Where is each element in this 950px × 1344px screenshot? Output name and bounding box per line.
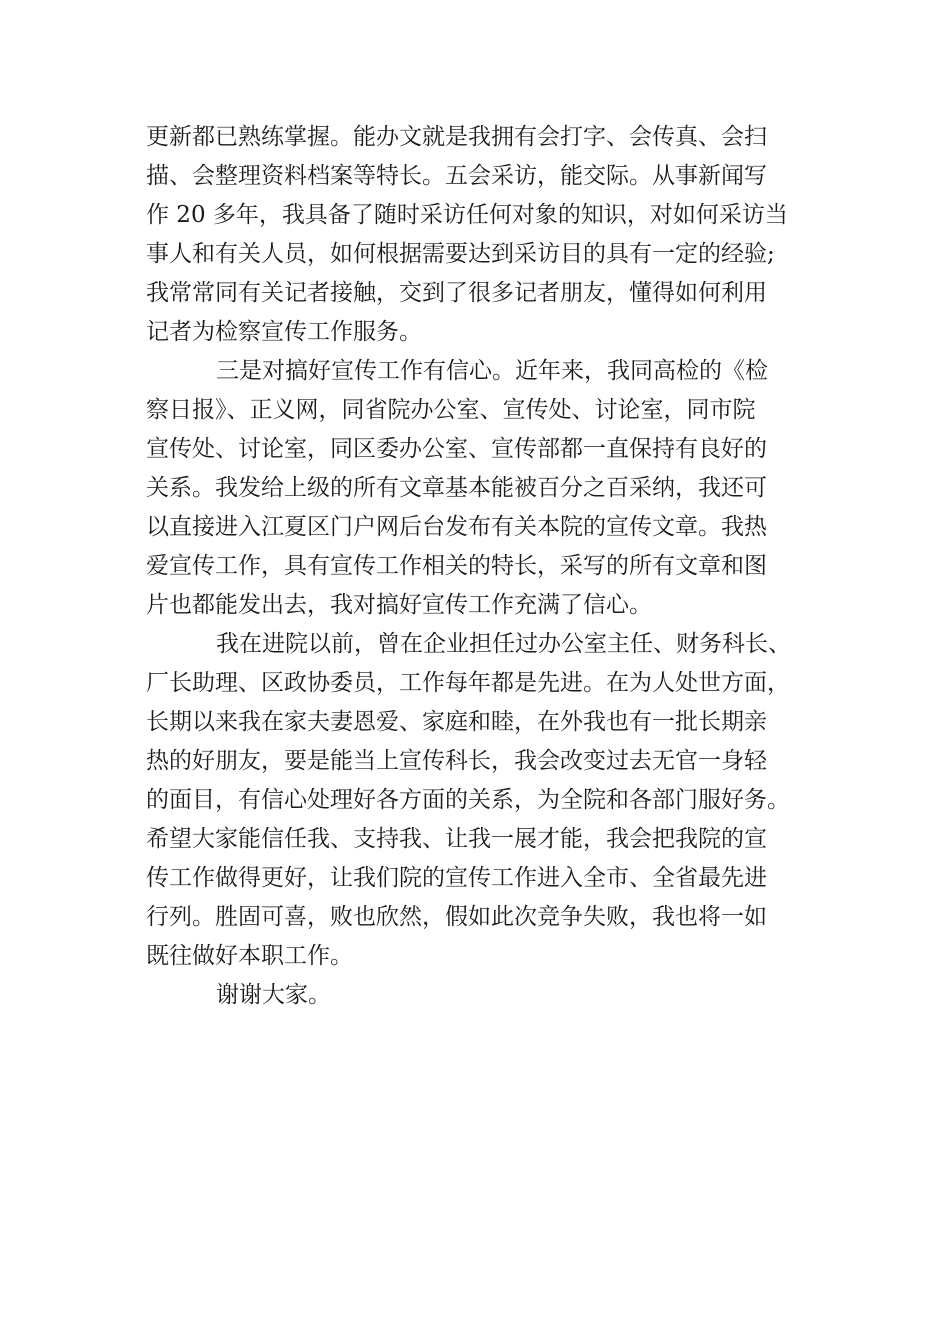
text-line: 厂长助理、区政协委员，工作每年都是先进。在为人处世方面， bbox=[146, 670, 790, 696]
text-line: 的面目，有信心处理好各方面的关系，为全院和各部门服好务。 bbox=[146, 787, 790, 813]
text-line: 爱宣传工作，具有宣传工作相关的特长，采写的所有文章和图 bbox=[146, 553, 767, 579]
text-line: 传工作做得更好，让我们院的宣传工作进入全市、全省最先进 bbox=[146, 865, 767, 891]
text-line: 长期以来我在家夫妻恩爱、家庭和睦，在外我也有一批长期亲 bbox=[146, 709, 767, 735]
text-line: 既往做好本职工作。 bbox=[146, 943, 353, 969]
text-line: 察日报》、正义网，同省院办公室、宣传处、讨论室，同市院 bbox=[146, 397, 756, 423]
text-line: 作 20 多年，我具备了随时采访任何对象的知识，对如何采访当 bbox=[146, 202, 788, 228]
paragraph-first-line: 谢谢大家。 bbox=[216, 982, 331, 1008]
paragraph-first-line: 我在进院以前，曾在企业担任过办公室主任、财务科长、 bbox=[216, 631, 791, 657]
paragraph-first-line: 三是对搞好宣传工作有信心。近年来，我同高检的《检 bbox=[216, 358, 768, 384]
text-line: 宣传处、讨论室，同区委办公室、宣传部都一直保持有良好的 bbox=[146, 436, 767, 462]
text-line: 行列。胜固可喜，败也欣然，假如此次竞争失败，我也将一如 bbox=[146, 904, 767, 930]
text-line: 我常常同有关记者接触，交到了很多记者朋友，懂得如何利用 bbox=[146, 280, 767, 306]
text-line: 事人和有关人员，如何根据需要达到采访目的具有一定的经验; bbox=[146, 241, 775, 267]
body-text bbox=[146, 118, 806, 1015]
text-line: 关系。我发给上级的所有文章基本能被百分之百采纳，我还可 bbox=[146, 475, 767, 501]
text-line: 希望大家能信任我、支持我、让我一展才能，我会把我院的宣 bbox=[146, 826, 767, 852]
text-line: 热的好朋友，要是能当上宣传科长，我会改变过去无官一身轻 bbox=[146, 748, 767, 774]
text-line: 记者为检察宣传工作服务。 bbox=[146, 319, 422, 345]
text-line: 描、会整理资料档案等特长。五会采访，能交际。从事新闻写 bbox=[146, 163, 767, 189]
text-line: 以直接进入江夏区门户网后台发布有关本院的宣传文章。我热 bbox=[146, 514, 767, 540]
text-line: 更新都已熟练掌握。能办文就是我拥有会打字、会传真、会扫 bbox=[146, 124, 767, 150]
text-line: 片也都能发出去，我对搞好宣传工作充满了信心。 bbox=[146, 592, 652, 618]
